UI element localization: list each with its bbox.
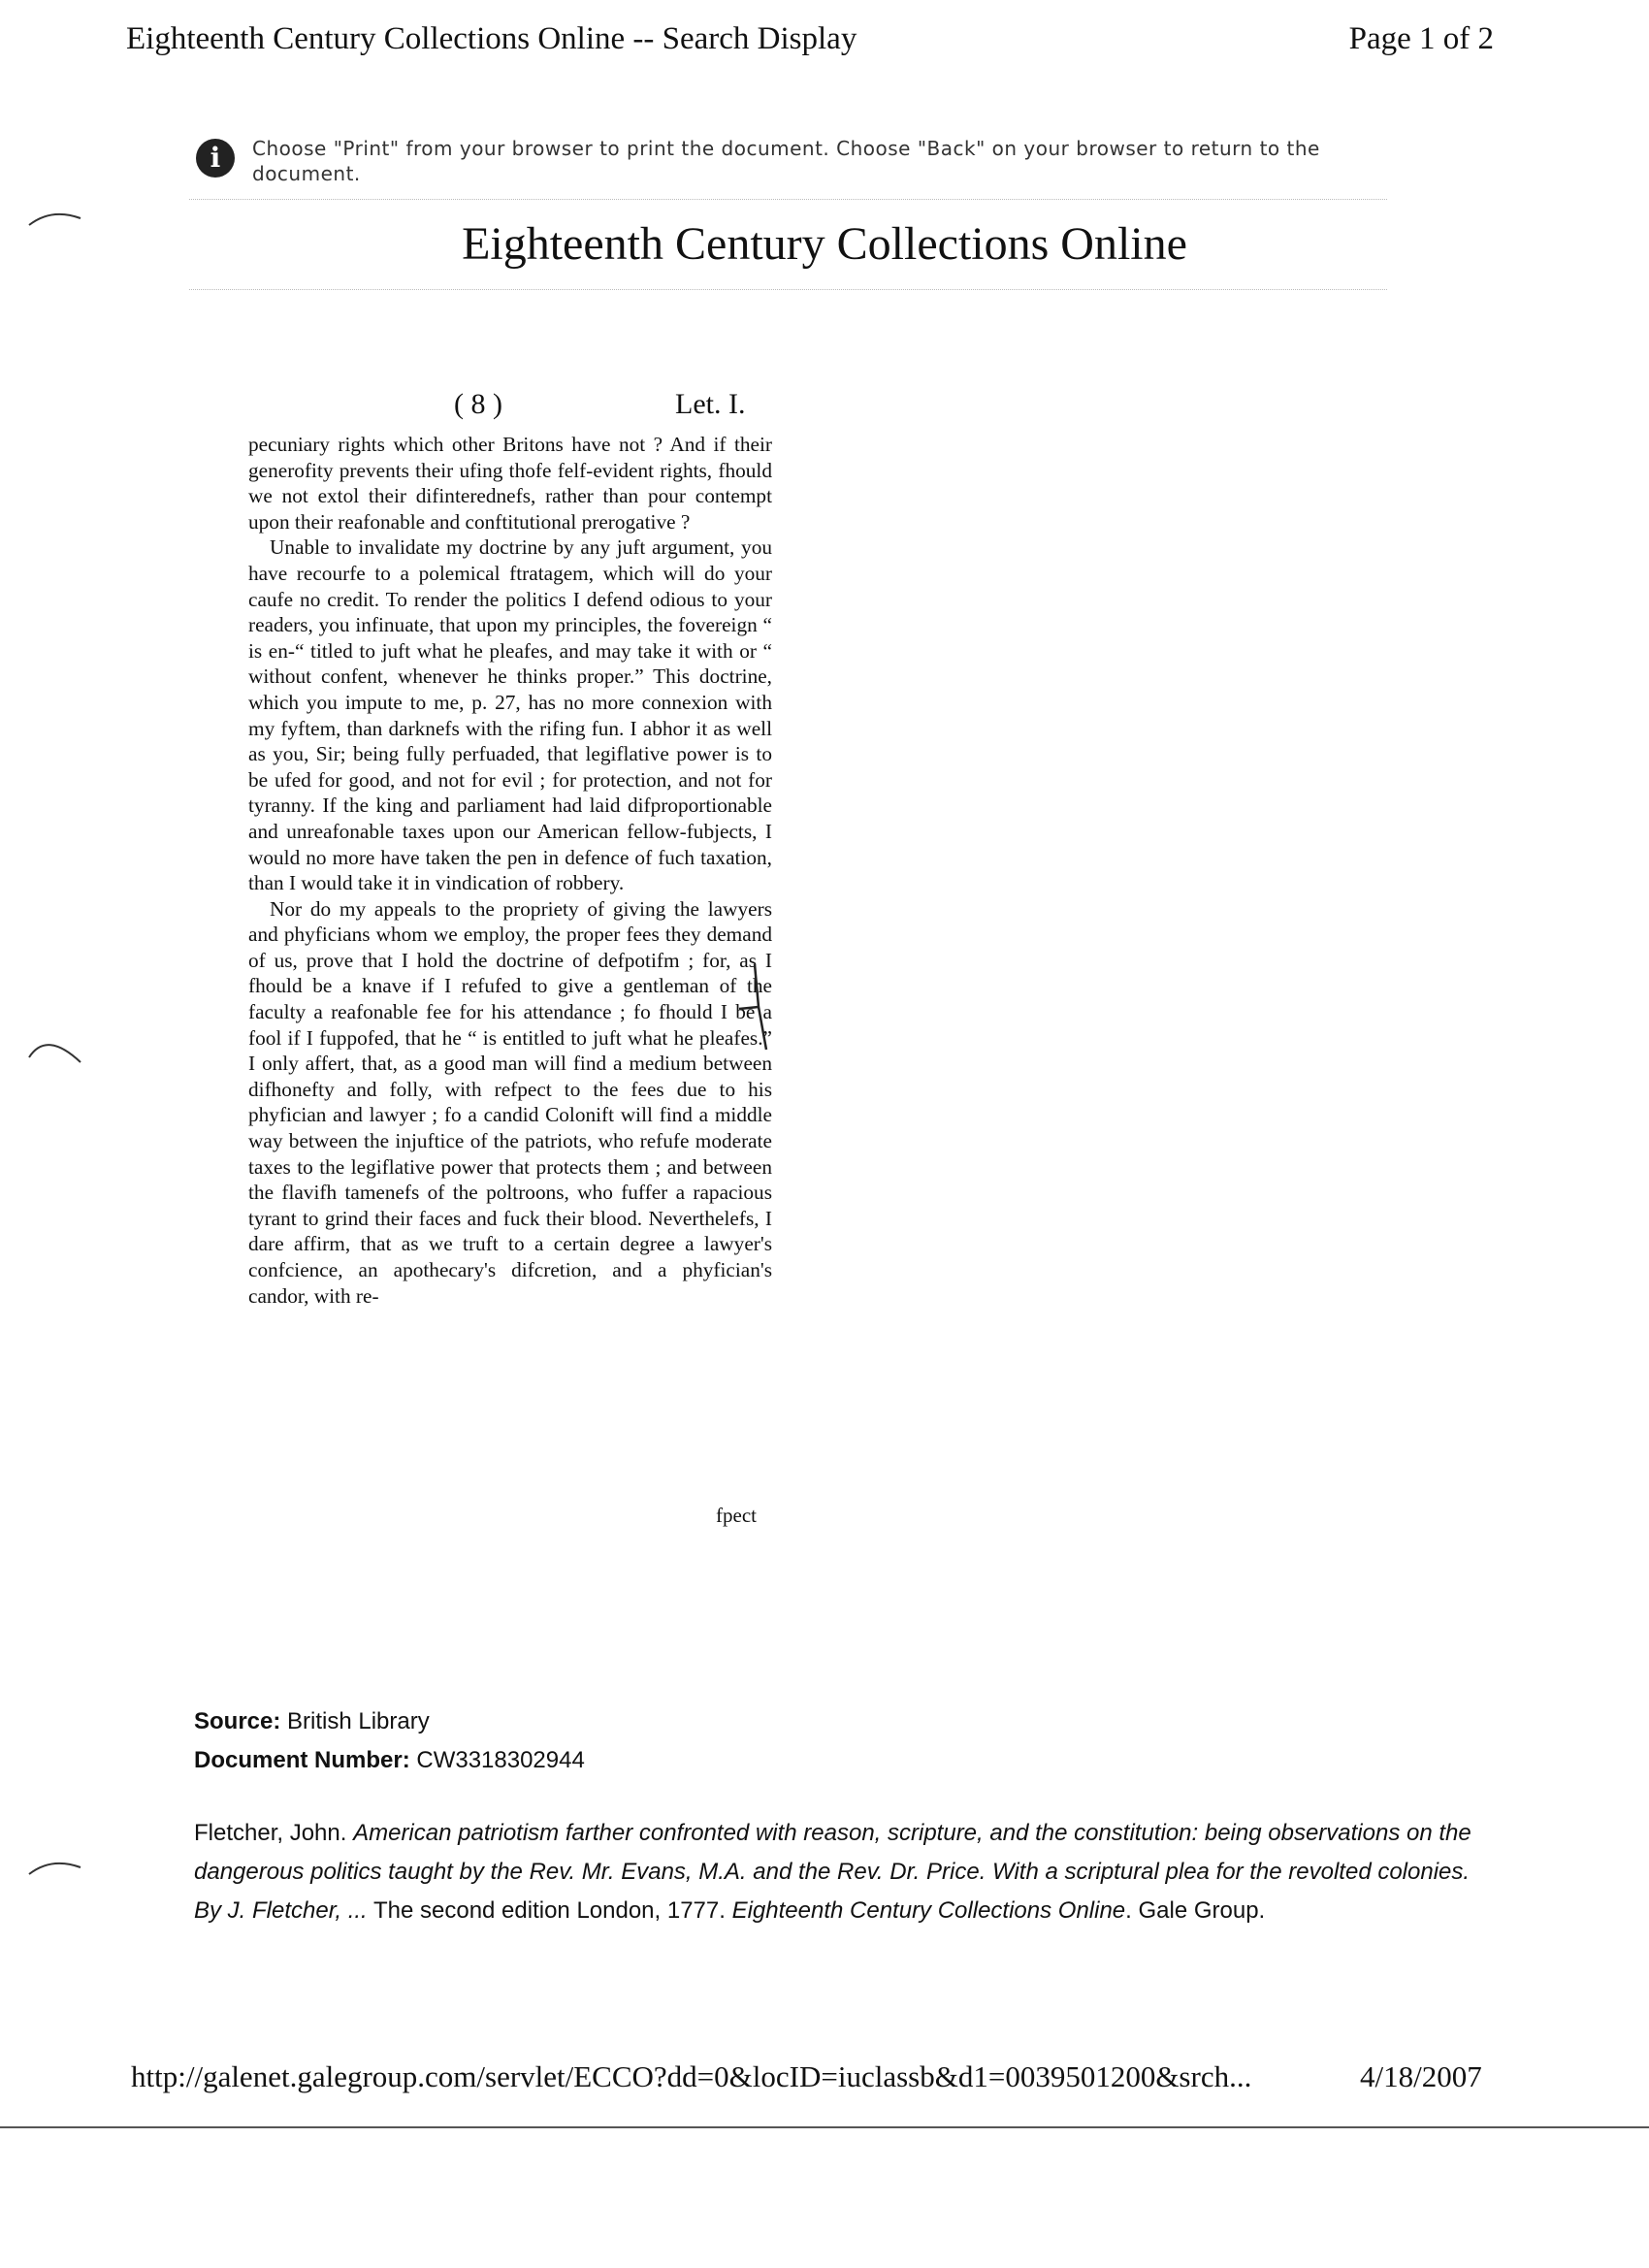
- divider: [189, 289, 1387, 290]
- scan-catchword: fpect: [716, 1504, 757, 1527]
- scan-page-number: ( 8 ): [454, 388, 502, 420]
- source-label: Source:: [194, 1708, 281, 1734]
- scanned-book-page: [242, 388, 776, 1552]
- citation-publisher: . Gale Group.: [1125, 1897, 1266, 1924]
- source-value: British Library: [287, 1708, 430, 1734]
- document-number-label: Document Number:: [194, 1747, 410, 1773]
- scan-running-head: [242, 388, 776, 427]
- page-title: Eighteenth Century Collections Online: [462, 218, 1187, 270]
- scan-artifact-mark: [27, 1028, 85, 1067]
- print-header-page-count: Page 1 of 2: [1348, 21, 1494, 56]
- scan-body-text: [248, 432, 772, 1309]
- scan-letter-label: Let. I.: [675, 388, 746, 420]
- document-metadata: [194, 1702, 585, 1780]
- scan-paragraph: pecuniary rights which other Britons have not ? And if their generofity prevents their ufing thofe felf-evident rights, fhould we not extol their difinterednefs, rather than pour contempt upon their reafonable and conftitutional prerogative ?: [248, 433, 772, 534]
- scan-paragraph: Unable to invalidate my doctrine by any juft argument, you have recourfe to a polemical ftratagem, which will do your caufe no credit. To render the politics I defend odious to your readers, you infinuate, that upon my principles, the fovereign “ is en-“ titled to juft what he pleafes, and may take it with or “ without confent, whenever he thinks proper.” This doctrine, which you impute to me, p. 27, has no more connexion with my fyftem, than darknefs with the rifing fun. I abhor it as well as you, Sir; being fully perfuaded, that legiflative power is to be ufed for good, and not for evil ; for protection, and not for tyranny. If the king and parliament had laid difproportionable and unreafonable taxes upon our American fellow-fubjects, I would no more have taken the pen in defence of fuch taxation, than I would take it in vindication of robbery.: [248, 535, 772, 895]
- divider: [189, 199, 1387, 200]
- scan-edge-line: [0, 2126, 1649, 2128]
- document-number-value: CW3318302944: [416, 1747, 585, 1773]
- citation-edition: The second edition London, 1777.: [372, 1897, 726, 1924]
- info-icon: i: [196, 139, 235, 178]
- citation-title: American patriotism farther confronted with reason, scripture, and the constitution: being observations on the dangerous politics taught by the Rev. Mr. Evans, M.A. and the Rev. Dr. Price. With a scriptural plea for the revolted colonies. By J. Fletcher, ...: [194, 1820, 1471, 1924]
- citation-author: Fletcher, John.: [194, 1820, 347, 1846]
- citation-collection: Eighteenth Century Collections Online: [731, 1897, 1126, 1924]
- print-footer-url: http://galenet.galegroup.com/servlet/ECCO?dd=0&locID=iuclassb&d1=0039501200&srch...: [131, 2059, 1252, 2093]
- scan-artifact-mark: [27, 1853, 85, 1882]
- scan-paragraph: Nor do my appeals to the propriety of giving the lawyers and phyficians whom we employ, the proper fees they demand of us, prove that I hold the doctrine of defpotifm ; for, as I fhould be a knave if I refufed to give a gentleman of the faculty a reafonable fee for his attendance ; fo fhould I be a fool if I fuppofed, that he “ is entitled to juft what he pleafes.” I only affert, that, as a good man will find a medium between difhonefty and folly, with refpect to the fees due to his phyfician and lawyer ; fo a candid Colonift will find a middle way between the injuftice of the patriots, who refufe moderate taxes to the legiflative power that protects them ; and between the flavifh tamenefs of the poltroons, who fuffer a rapacious tyrant to grind their faces and fuck their blood. Neverthelefs, I dare affirm, that as we truft to a certain degree a lawyer's confcience, an apothecary's difcretion, and a phyfician's candor, with re-: [248, 896, 772, 1308]
- print-instructions: Choose "Print" from your browser to print the document. Choose "Back" on your browser to return to the document.: [252, 137, 1320, 185]
- print-header-title: Eighteenth Century Collections Online -- Search Display: [126, 21, 857, 56]
- print-footer-date: 4/18/2007: [1360, 2059, 1482, 2093]
- handwritten-margin-bracket: [737, 960, 776, 1057]
- bibliographic-citation: [194, 1814, 1474, 1930]
- scan-artifact-mark: [27, 204, 85, 233]
